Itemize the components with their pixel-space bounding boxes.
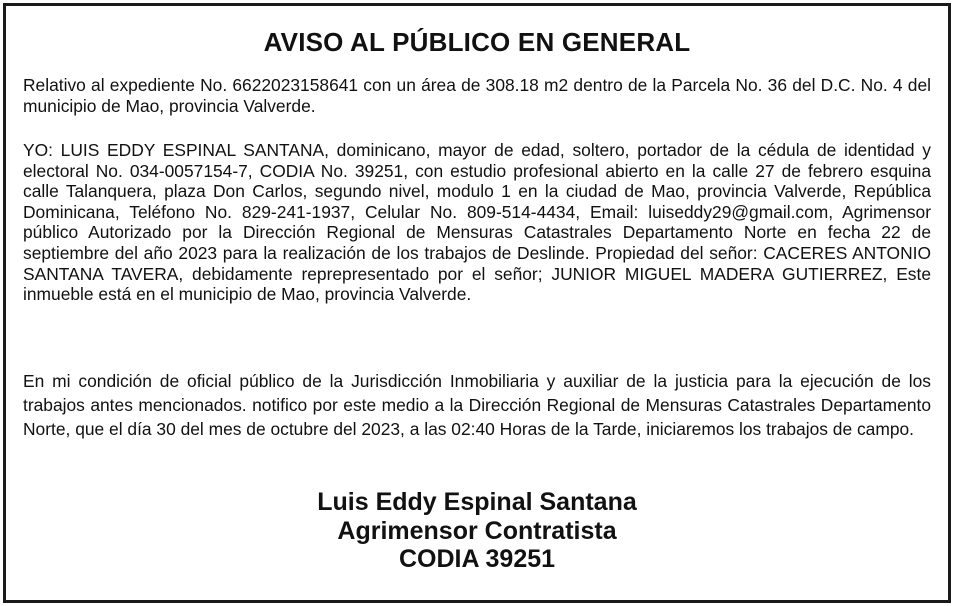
signature-codia: CODIA 39251 [398,545,556,573]
signature-name: Luis Eddy Espinal Santana [317,488,637,516]
fieldwork-notification-paragraph: En mi condición de oficial público de la Jurisdicción Inmobiliaria y auxiliar de la justicia para la ejecución de los trabajos antes mencionados. notifico por este medio a la Dirección Regional de Mensuras Catastrales Departamento Norte, que el día 30 del mes de octubre del 2023, a las 02:40 Horas de la Tarde, iniciaremos los trabajos de campo. [23,371,931,439]
case-reference-paragraph: Relativo al expediente No. 6622023158641 con un área de 308.18 m2 dentro de la Parcela No. 36 del D.C. No. 4 del municipio de Mao, provincia Valverde. [23,75,931,116]
notice-title: AVISO AL PÚBLICO EN GENERAL [263,27,691,57]
signature-role: Agrimensor Contratista [337,516,617,545]
notice-frame [3,3,951,603]
signature-block [23,488,931,574]
notice-body [23,6,931,600]
surveyor-declaration-paragraph: YO: LUIS EDDY ESPINAL SANTANA, dominicano, mayor de edad, soltero, portador de la cédula de identidad y electoral No. 034-0057154-7, CODIA No. 39251, con estudio profesional abierto en la calle 27 de febrero esquina calle Talanquera, plaza Don Carlos, segundo nivel, modulo 1 en la ciudad de Mao, provincia Valverde, República Dominicana, Teléfono No. 829-241-1937, Celular No. 809-514-4434, Email: luiseddy29@gmail.com, Agrimensor público Autorizado por la Dirección Regional de Mensuras Catastrales Departamento Norte en fecha 22 de septiembre del año 2023 para la realización de los trabajos de Deslinde. Propiedad del señor: CACERES ANTONIO SANTANA TAVERA, debidamente reprepresentado por el señor; JUNIOR MIGUEL MADERA GUTIERREZ, Este inmueble está en el municipio de Mao, provincia Valverde. [23,140,931,305]
